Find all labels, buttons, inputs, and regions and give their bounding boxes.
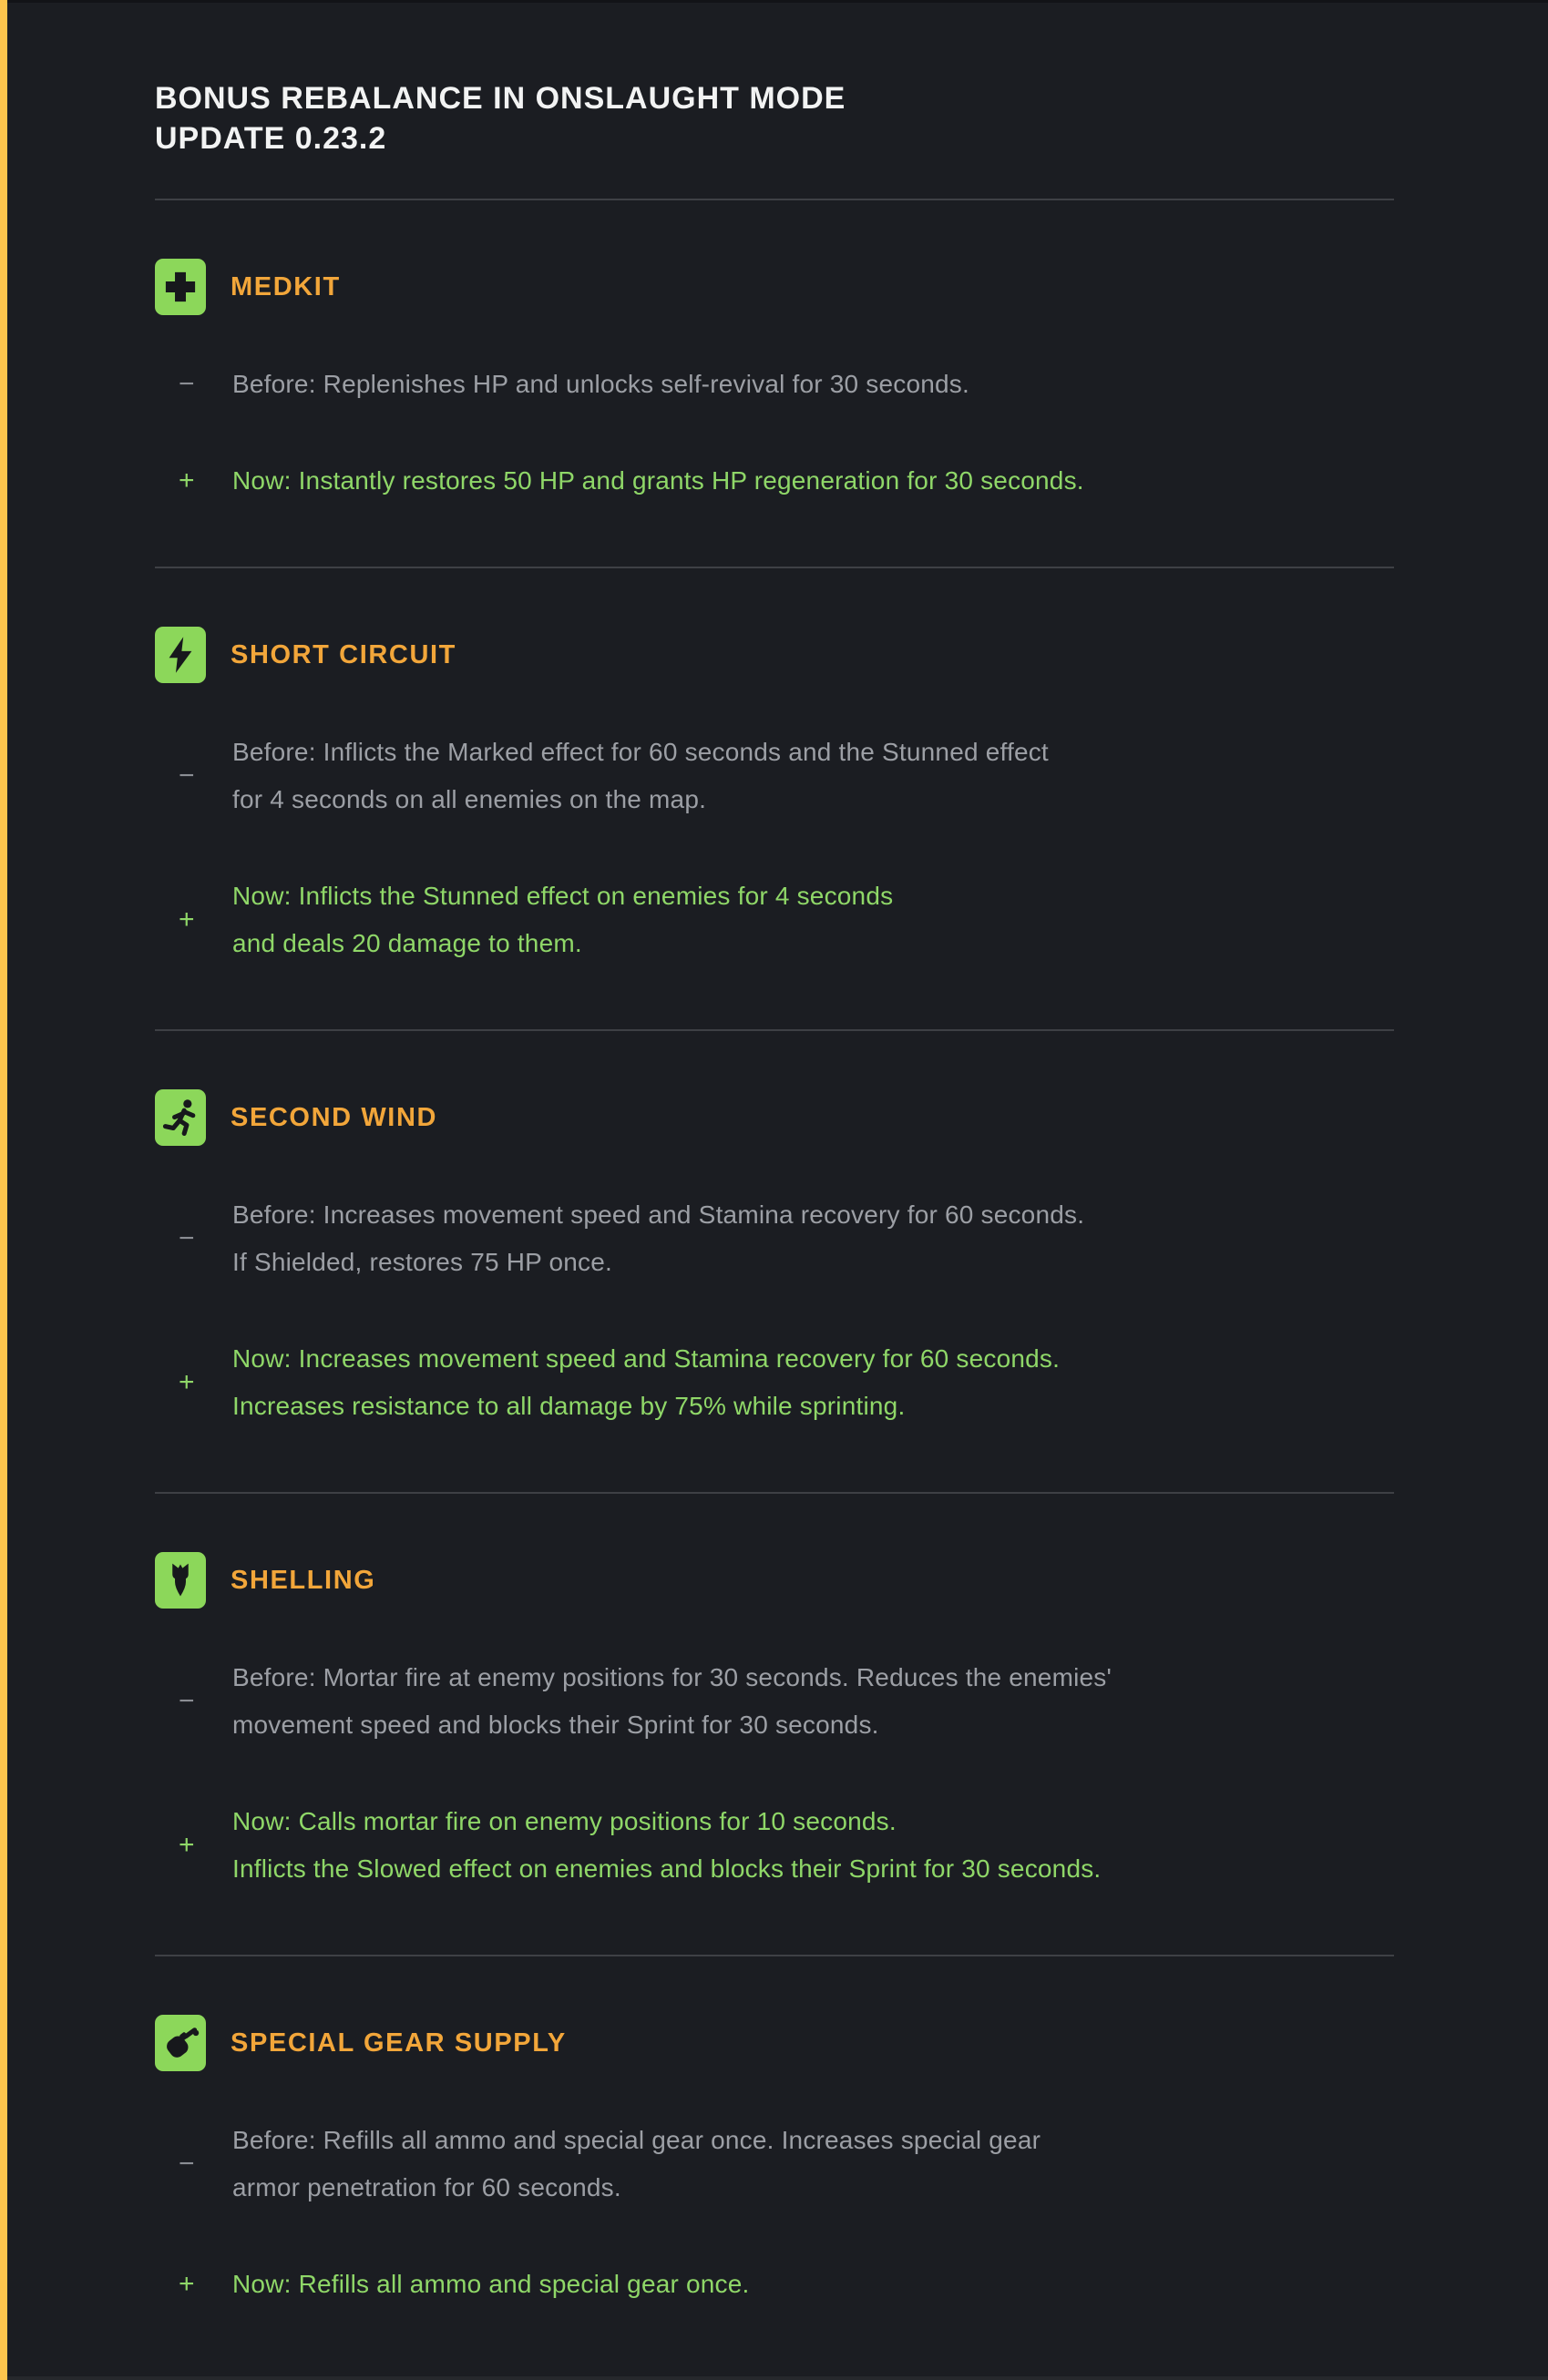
left-accent-bar	[0, 0, 7, 2380]
plus-icon: +	[179, 1367, 195, 1397]
minus-icon: −	[179, 1223, 195, 1253]
now-text	[232, 1798, 1394, 1893]
text-line: Now: Instantly restores 50 HP and grants HP regeneration for 30 seconds.	[232, 466, 1084, 495]
minus-icon: −	[179, 369, 195, 399]
section-header	[155, 1552, 1394, 1609]
page-title-line-1: BONUS REBALANCE IN ONSLAUGHT MODE	[155, 81, 846, 116]
bomb-icon	[155, 1552, 206, 1609]
before-entry	[155, 361, 1394, 408]
runner-icon	[155, 1089, 206, 1146]
now-entry	[155, 457, 1394, 505]
minus-icon: −	[179, 2149, 195, 2179]
content-area	[155, 0, 1394, 2308]
before-entry	[155, 729, 1394, 823]
before-text	[232, 1654, 1394, 1749]
text-line: Before: Inflicts the Marked effect for 60 seconds and the Stunned effect	[232, 738, 1049, 766]
plus-icon: +	[179, 1830, 195, 1860]
now-text	[232, 457, 1394, 505]
section-header	[155, 2015, 1394, 2071]
before-entry	[155, 1654, 1394, 1749]
section-title: SHELLING	[231, 1565, 376, 1595]
text-line: Inflicts the Slowed effect on enemies and blocks their Sprint for 30 seconds.	[232, 1854, 1102, 1883]
text-line: Before: Increases movement speed and Stamina recovery for 60 seconds.	[232, 1200, 1085, 1229]
text-line: Increases resistance to all damage by 75% while sprinting.	[232, 1392, 906, 1420]
text-line: Now: Calls mortar fire on enemy positions for 10 seconds.	[232, 1807, 897, 1835]
before-entry	[155, 2117, 1394, 2211]
text-line: and deals 20 damage to them.	[232, 929, 582, 957]
section-title: SECOND WIND	[231, 1102, 438, 1132]
text-line: Now: Refills all ammo and special gear once.	[232, 2270, 750, 2298]
text-line: Before: Replenishes HP and unlocks self-revival for 30 seconds.	[232, 370, 969, 398]
page-title	[155, 78, 1394, 158]
text-line: Before: Mortar fire at enemy positions for 30 seconds. Reduces the enemies'	[232, 1663, 1112, 1691]
section-header	[155, 627, 1394, 683]
before-text	[232, 1191, 1394, 1286]
section-short-circuit	[155, 567, 1394, 1029]
minus-icon: −	[179, 1686, 195, 1716]
bottom-edge-strip	[7, 2376, 1548, 2380]
plus-icon: +	[179, 904, 195, 935]
section-header	[155, 1089, 1394, 1146]
text-line: If Shielded, restores 75 HP once.	[232, 1248, 612, 1276]
minus-icon: −	[179, 761, 195, 791]
section-shelling	[155, 1492, 1394, 1955]
section-title: SPECIAL GEAR SUPPLY	[231, 2028, 567, 2058]
page-header	[155, 0, 1394, 199]
before-entry	[155, 1191, 1394, 1286]
now-text	[232, 1335, 1394, 1430]
medkit-icon	[155, 259, 206, 315]
lightning-icon	[155, 627, 206, 683]
text-line: Before: Refills all ammo and special gear once. Increases special gear	[232, 2126, 1041, 2154]
page-title-line-2: UPDATE 0.23.2	[155, 121, 387, 156]
section-title: SHORT CIRCUIT	[231, 639, 456, 669]
now-text	[232, 2261, 1394, 2308]
now-entry	[155, 2261, 1394, 2308]
section-title: MEDKIT	[231, 271, 341, 301]
now-text	[232, 873, 1394, 967]
before-text	[232, 2117, 1394, 2211]
section-second-wind	[155, 1029, 1394, 1492]
text-line: Now: Inflicts the Stunned effect on enemies for 4 seconds	[232, 882, 894, 910]
text-line: movement speed and blocks their Sprint for 30 seconds.	[232, 1711, 879, 1739]
now-entry	[155, 873, 1394, 967]
text-line: Now: Increases movement speed and Stamina recovery for 60 seconds.	[232, 1344, 1061, 1373]
text-line: for 4 seconds on all enemies on the map.	[232, 785, 707, 813]
text-line: armor penetration for 60 seconds.	[232, 2173, 621, 2201]
before-text	[232, 729, 1394, 823]
section-special-gear-supply	[155, 1955, 1394, 2308]
section-header	[155, 259, 1394, 315]
now-entry	[155, 1335, 1394, 1430]
plus-icon: +	[179, 465, 195, 495]
grenade-icon	[155, 2015, 206, 2071]
plus-icon: +	[179, 2269, 195, 2299]
section-medkit	[155, 199, 1394, 567]
before-text	[232, 361, 1394, 408]
now-entry	[155, 1798, 1394, 1893]
